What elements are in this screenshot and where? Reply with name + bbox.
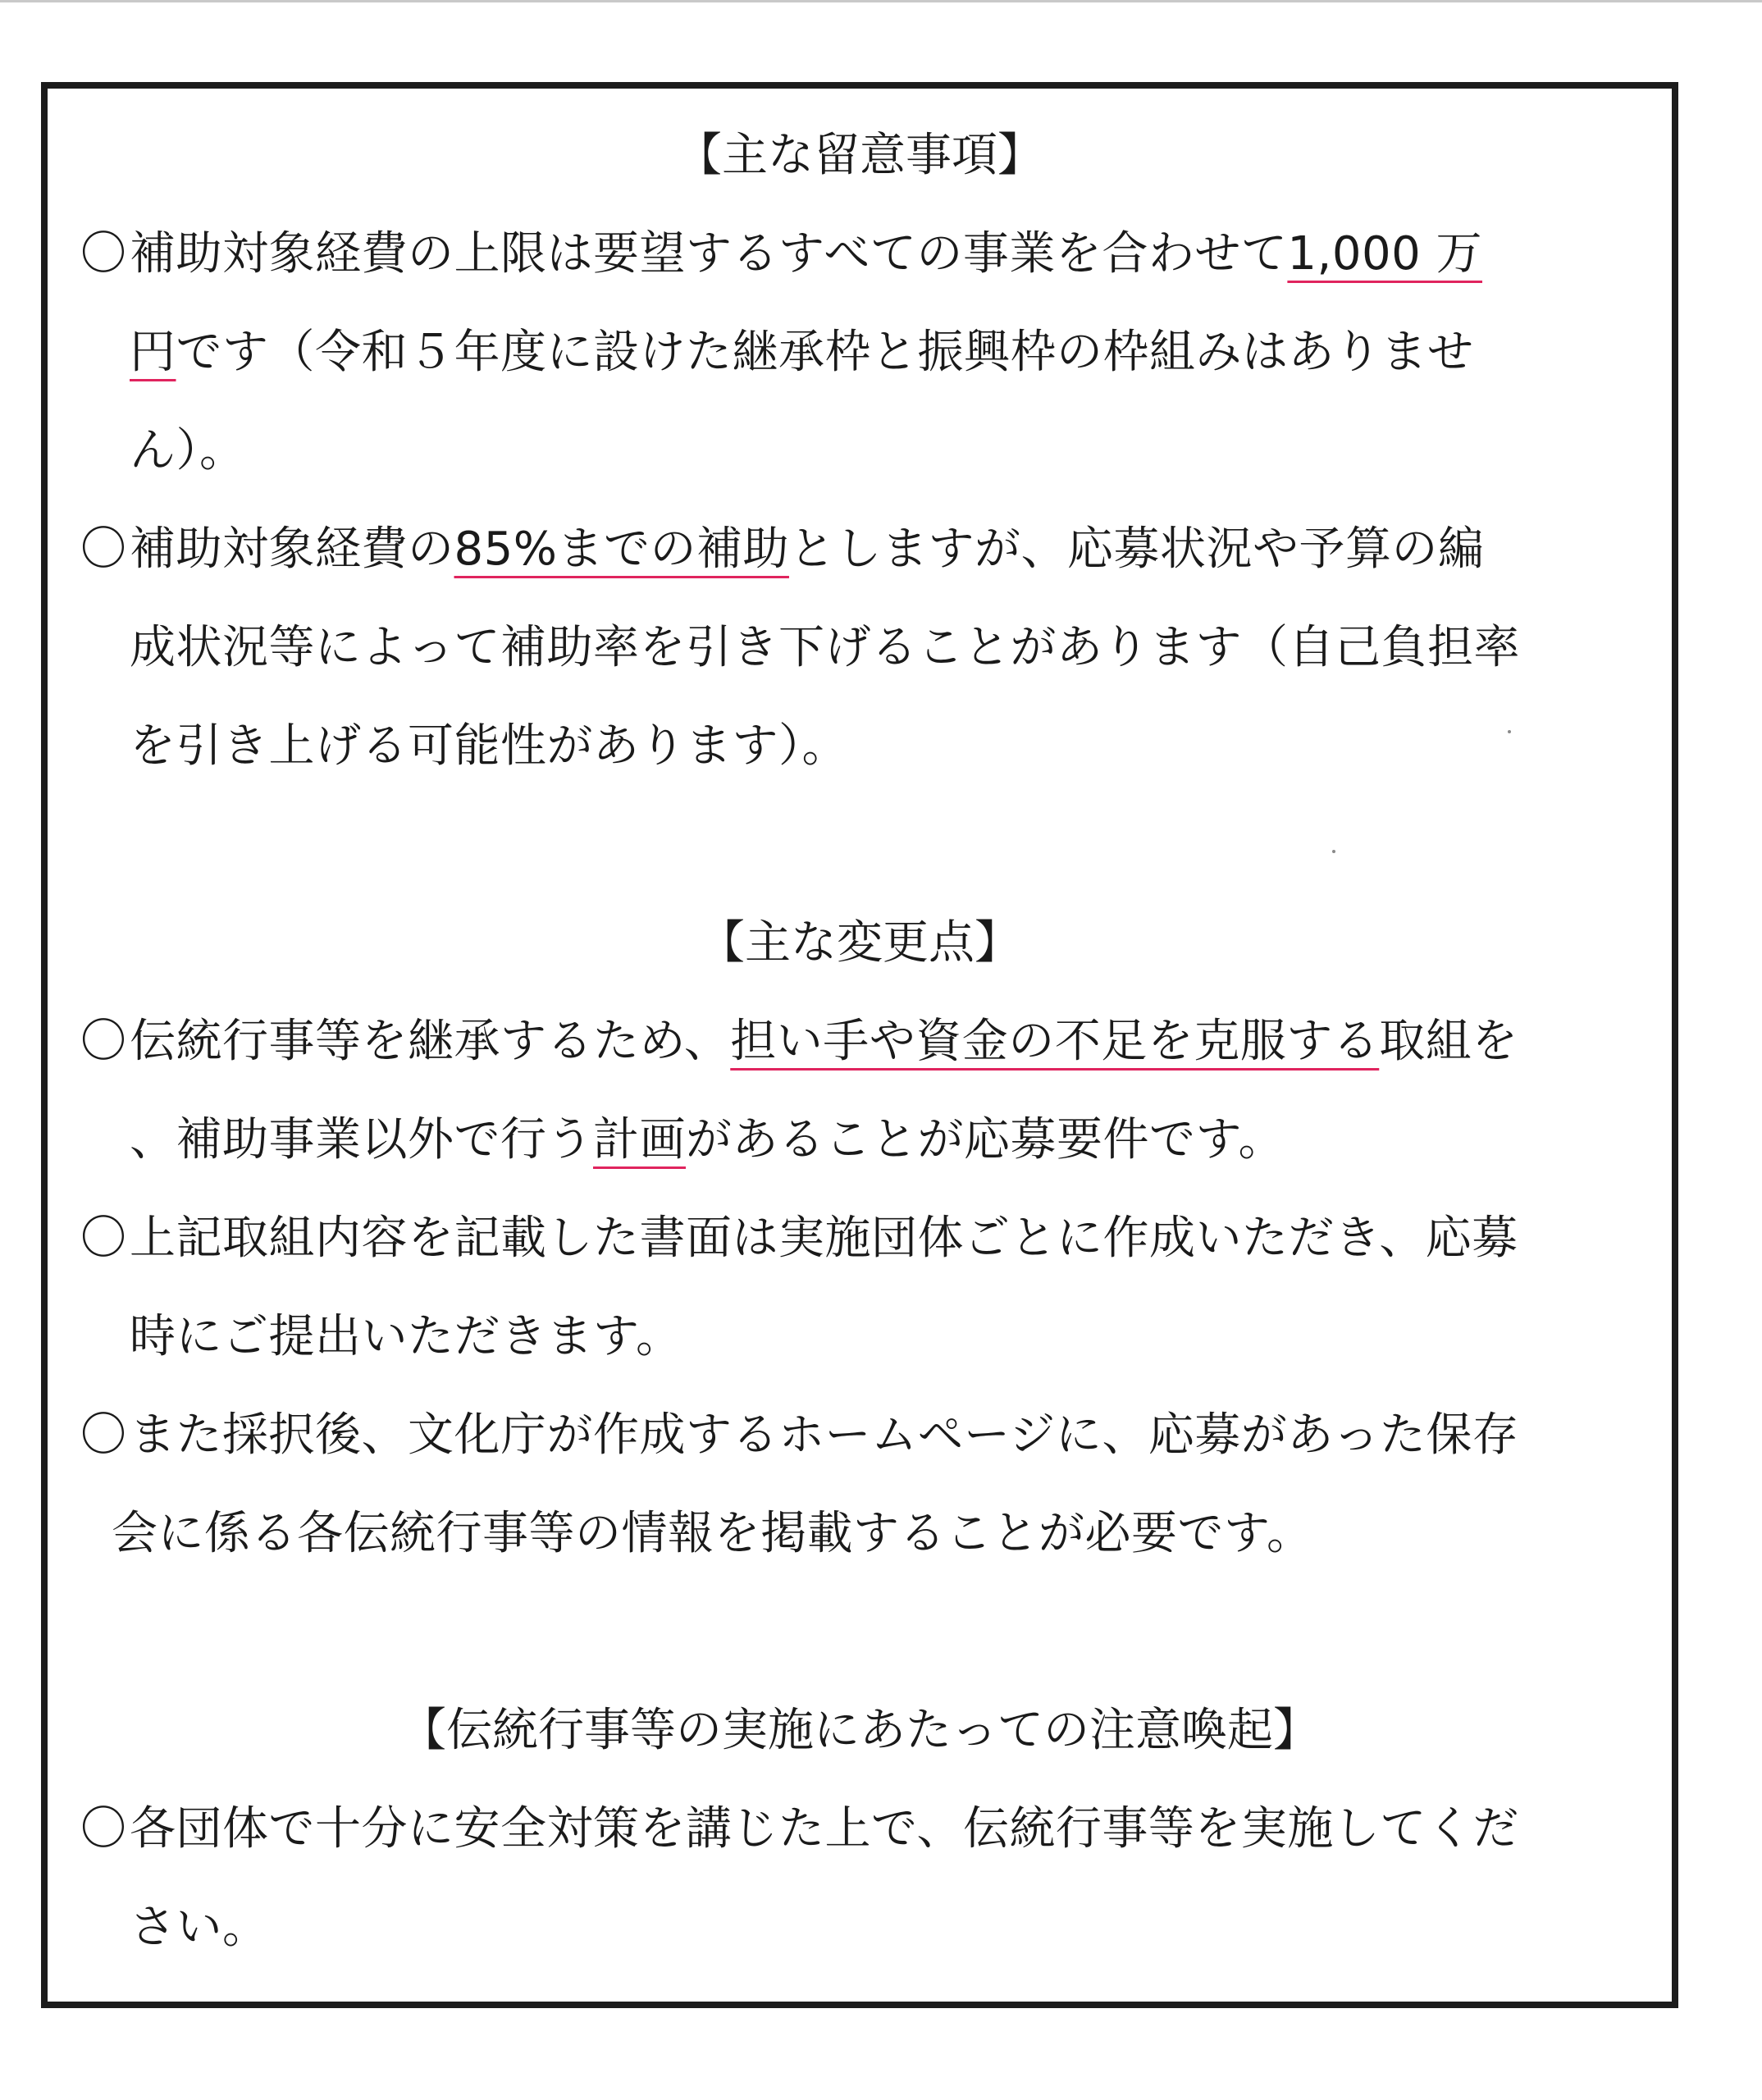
paragraph-line: ん）。 — [130, 424, 246, 477]
notice-box — [41, 82, 1678, 2008]
paragraph-line: を引き上げる可能性があります）。 — [130, 719, 848, 773]
paragraph-line: 成状況等によって補助率を引き下げることがあります（自己負担率 — [130, 621, 1520, 674]
underlined-amount: 1,000 万 — [1287, 227, 1483, 281]
underlined-amount-unit: 円 — [130, 326, 176, 379]
underlined-plan: 計画 — [593, 1113, 686, 1166]
bullet-circle: 〇 — [80, 227, 127, 281]
scan-edge — [0, 0, 1762, 2]
paragraph-line: 〇補助対象経費の85%までの補助としますが、応募状況や予算の編 — [80, 523, 1485, 576]
paragraph-line: 円です（令和５年度に設けた継承枠と振興枠の枠組みはありませ — [130, 326, 1474, 379]
paragraph-line: 〇上記取組内容を記載した書面は実施団体ごとに作成いただき、応募 — [80, 1212, 1518, 1265]
paragraph-line: 、補助事業以外で行う計画があることが応募要件です。 — [130, 1113, 1285, 1166]
paragraph-line: 〇各団体で十分に安全対策を講じた上で、伝統行事等を実施してくだ — [80, 1802, 1519, 1856]
underlined-rate: 85%までの補助 — [454, 523, 789, 576]
paragraph-line: 〇また採択後、文化庁が作成するホームページに、応募があった保存 — [80, 1408, 1519, 1462]
section-heading-caution: 【伝統行事等の実施にあたっての注意喚起】 — [400, 1704, 1319, 1757]
scan-speck — [1508, 730, 1511, 733]
paragraph-line: 〇伝統行事等を継承するため、担い手や資金の不足を克服する取組を — [80, 1015, 1518, 1068]
section-heading-notes: 【主な留意事項】 — [676, 129, 1043, 182]
paragraph-line: さい。 — [130, 1901, 269, 1954]
bullet-circle: 〇 — [80, 1015, 127, 1068]
bullet-circle: 〇 — [80, 1212, 127, 1265]
section-heading-changes: 【主な変更点】 — [699, 916, 1020, 970]
paragraph-line: 〇補助対象経費の上限は要望するすべての事業を合わせて1,000 万 — [80, 227, 1483, 281]
bullet-circle: 〇 — [80, 1802, 127, 1856]
paragraph-line: 時にご提出いただきます。 — [130, 1310, 682, 1363]
bullet-circle: 〇 — [80, 1408, 127, 1462]
paragraph-line: 会に係る各伝統行事等の情報を掲載することが必要です。 — [112, 1507, 1313, 1560]
underlined-requirement: 担い手や資金の不足を克服する — [730, 1015, 1380, 1068]
scan-speck — [1332, 850, 1335, 853]
bullet-circle: 〇 — [80, 523, 127, 576]
